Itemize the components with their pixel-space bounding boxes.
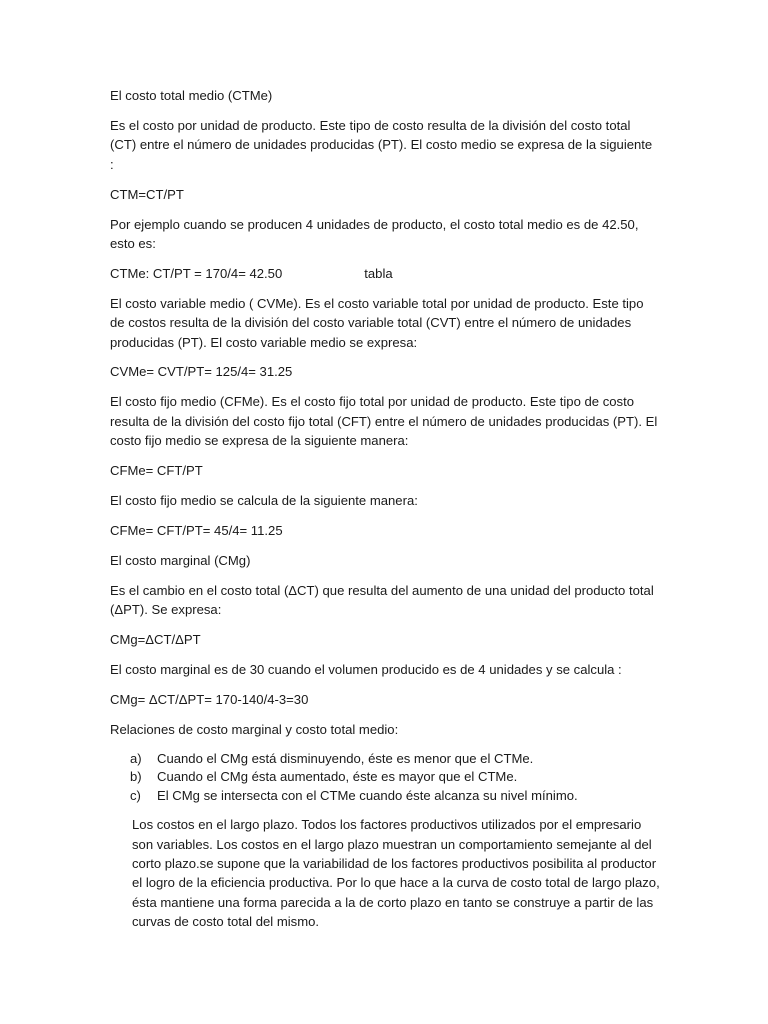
list-item bbox=[130, 768, 658, 787]
list-marker: c) bbox=[130, 787, 141, 803]
heading-cmg: El costo marginal (CMg) bbox=[110, 552, 251, 568]
paragraph-cfme-definition: El costo fijo medio (CFMe). Es el costo fijo total por unidad de producto. Este tipo de costo resulta de la división del costo fijo total (CFT) entre el número de unidades producidas (PT). El costo fijo medio se expresa de la siguiente manera: bbox=[110, 394, 658, 449]
paragraph-ctme-definition: Es el costo por unidad de producto. Este tipo de costo resulta de la división del costo total (CT) entre el número de unidades producidas (PT). El costo medio se expresa de la siguiente : bbox=[110, 117, 653, 172]
formula-ctm: CTM=CT/PT bbox=[110, 186, 184, 202]
list-marker: b) bbox=[130, 769, 142, 785]
formula-cmg-calc: CMg= ΔCT/ΔPT= 170-140/4-3=30 bbox=[110, 691, 309, 707]
list-item-text: Cuando el CMg está disminuyendo, éste es menor que el CTMe. bbox=[157, 750, 534, 766]
heading-relations: Relaciones de costo marginal y costo total medio: bbox=[110, 721, 399, 737]
formula-cvme: CVMe= CVT/PT= 125/4= 31.25 bbox=[110, 364, 293, 380]
relations-list bbox=[110, 750, 658, 806]
tabla-label: tabla bbox=[364, 265, 393, 281]
paragraph-example-intro: Por ejemplo cuando se producen 4 unidades de producto, el costo total medio es de 42.50, esto es: bbox=[110, 216, 639, 251]
formula-cfme-calc: CFMe= CFT/PT= 45/4= 11.25 bbox=[110, 522, 283, 538]
paragraph-long-term: Los costos en el largo plazo. Todos los factores productivos utilizados por el empresario son variables. Los costos en el largo plazo muestran un comportamiento semejante al del corto plazo.se supone que la variabilidad de los factores productivos posibilita al productor el logro de la eficiencia productiva. Por lo que hace a la curva de costo total de largo plazo, ésta mantiene una forma parecida a la de corto plazo en tanto se construye a partir de las curvas de costo total del mismo. bbox=[132, 817, 660, 929]
list-item-text: El CMg se intersecta con el CTMe cuando éste alcanza su nivel mínimo. bbox=[157, 787, 578, 803]
list-item bbox=[130, 750, 658, 769]
list-item bbox=[130, 787, 658, 806]
paragraph-cfme-calc-intro: El costo fijo medio se calcula de la siguiente manera: bbox=[110, 493, 418, 508]
formula-cfme: CFMe= CFT/PT bbox=[110, 463, 203, 479]
paragraph-cmg-definition: Es el cambio en el costo total (ΔCT) que resulta del aumento de una unidad del producto total (ΔPT). Se expresa: bbox=[110, 582, 654, 618]
paragraph-cvme-definition: El costo variable medio ( CVMe). Es el costo variable total por unidad de producto. Este tipo de costos resulta de la división del costo variable total (CVT) entre el número de unidades producidas (PT). El costo variable medio se expresa: bbox=[110, 295, 644, 350]
list-marker: a) bbox=[130, 750, 142, 766]
heading-ctme: El costo total medio (CTMe) bbox=[110, 88, 273, 103]
list-item-text: Cuando el CMg ésta aumentado, éste es mayor que el CTMe. bbox=[157, 769, 518, 785]
formula-cmg: CMg=ΔCT/ΔPT bbox=[110, 632, 201, 648]
formula-ctme-example-row bbox=[110, 264, 658, 283]
paragraph-cmg-example-intro: El costo marginal es de 30 cuando el volumen producido es de 4 unidades y se calcula : bbox=[110, 661, 622, 677]
formula-ctme-example: CTMe: CT/PT = 170/4= 42.50 bbox=[110, 265, 283, 281]
document-body bbox=[110, 86, 658, 942]
